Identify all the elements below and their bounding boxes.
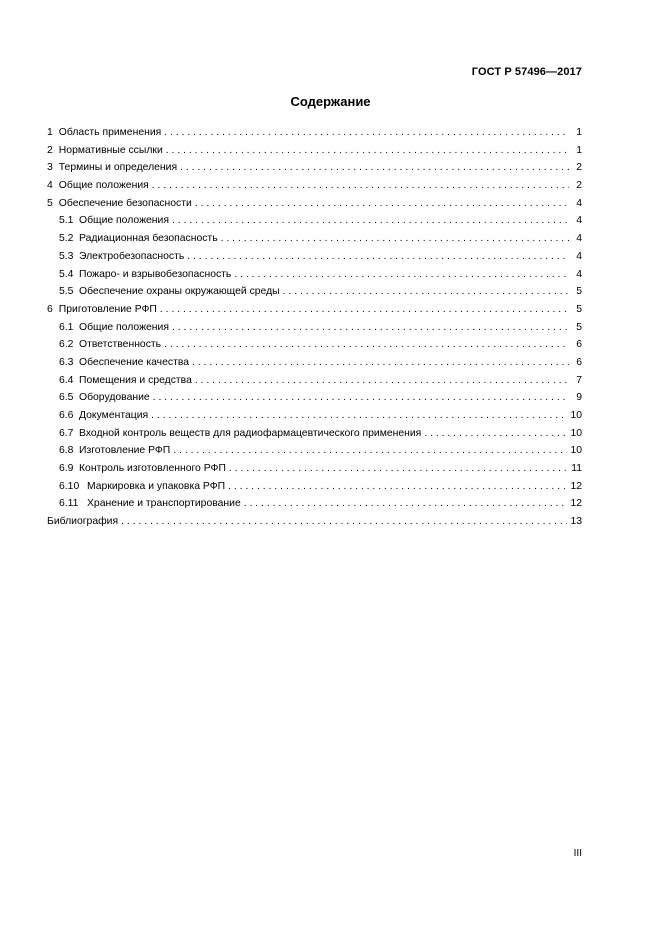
toc-subitem[interactable] — [47, 425, 582, 443]
toc-item-leader — [283, 283, 569, 301]
toc-item-page: 4 — [576, 233, 582, 245]
toc-item[interactable] — [47, 195, 582, 213]
toc-subitem[interactable] — [47, 407, 582, 425]
toc-item-title: Радиационная безопасность — [79, 233, 218, 245]
document-code: ГОСТ Р 57496—2017 — [471, 66, 582, 78]
toc-item-number: 6.8 — [59, 445, 74, 457]
toc-item-title: Маркировка и упаковка РФП — [87, 480, 226, 492]
toc-item-page: 1 — [576, 144, 582, 156]
toc-item-title: Пожаро- и взрывобезопасность — [79, 268, 232, 280]
toc-item[interactable] — [47, 301, 582, 319]
toc-item-number: 5.1 — [59, 215, 74, 227]
toc-item-leader — [234, 266, 569, 284]
toc-item-number: 1 — [47, 127, 53, 138]
toc-item-title: Термины и определения — [58, 162, 178, 174]
toc-item-page: 4 — [576, 268, 582, 280]
toc-subitem[interactable] — [47, 230, 582, 248]
toc-item-number: 5 — [47, 197, 53, 209]
toc-item-number: 4 — [47, 180, 53, 192]
toc-item-page: 12 — [570, 498, 582, 510]
toc-item-title: Контроль изготовленного РФП — [79, 463, 226, 475]
toc-item-leader — [152, 177, 569, 195]
toc-item-page: 5 — [576, 321, 582, 333]
toc-item-page: 9 — [576, 392, 582, 404]
toc-item-leader — [187, 248, 569, 266]
toc-item-title: Обеспечение безопасности — [58, 197, 192, 209]
toc-item-title: Изготовление РФП — [79, 445, 171, 457]
toc-item-number: 6.4 — [59, 374, 74, 386]
toc-item-number: 6.9 — [59, 463, 74, 475]
page-number: III — [573, 848, 582, 859]
toc-item-number: 6.3 — [59, 356, 74, 368]
toc-item-title: Общие положения — [79, 215, 169, 227]
toc-item-number: 2 — [47, 144, 53, 156]
toc-item-number: 6.10 — [59, 480, 80, 492]
toc-subitem[interactable] — [47, 495, 582, 513]
toc-item-page: 2 — [576, 162, 582, 174]
toc-item-leader — [195, 195, 569, 213]
toc-item-title: Ответственность — [79, 339, 162, 351]
toc-item-leader — [228, 478, 567, 496]
toc-item-leader — [424, 425, 567, 443]
toc-subitem[interactable] — [47, 336, 582, 354]
toc-item-number: 6.6 — [59, 410, 74, 421]
toc-item-page: 5 — [576, 303, 582, 315]
toc-item-leader — [164, 124, 569, 142]
toc-item-number: 5.2 — [59, 233, 74, 245]
toc-item-number: 6.7 — [59, 427, 74, 439]
toc-item-title: Библиография — [47, 516, 119, 528]
toc-item-page: 10 — [570, 427, 582, 439]
toc-item-leader — [164, 336, 569, 354]
toc-item-leader — [121, 513, 567, 531]
toc-subitem[interactable] — [47, 442, 582, 460]
toc-item-leader — [195, 372, 569, 390]
toc-subitem[interactable] — [47, 266, 582, 284]
toc-item-page: 5 — [576, 286, 582, 298]
toc-item-page: 4 — [576, 197, 582, 209]
toc-item-number: 3 — [47, 162, 53, 174]
toc-subitem[interactable] — [47, 283, 582, 301]
toc-item-title: Оборудование — [79, 392, 150, 404]
toc-item-title: Область применения — [58, 127, 162, 138]
toc-item-page: 10 — [570, 410, 582, 421]
toc-item-number: 6.1 — [59, 321, 74, 333]
toc-item-leader — [160, 301, 569, 319]
toc-item-title: Приготовление РФП — [58, 303, 157, 315]
toc-item-page: 13 — [570, 516, 582, 528]
toc-item-page: 2 — [576, 180, 582, 192]
toc-item-number: 5.5 — [59, 286, 74, 298]
toc-item-page: 11 — [571, 463, 582, 475]
toc-item[interactable] — [47, 124, 582, 142]
toc-item-page: 6 — [576, 356, 582, 368]
toc-item-title: Обеспечение качества — [79, 356, 190, 368]
toc-item-title: Обеспечение охраны окружающей среды — [79, 286, 280, 298]
toc-item-page: 12 — [570, 480, 582, 492]
toc-item-leader — [172, 212, 569, 230]
toc-item-page: 4 — [576, 250, 582, 262]
toc-item-title: Нормативные ссылки — [58, 144, 163, 156]
toc-subitem[interactable] — [47, 372, 582, 390]
toc-item[interactable] — [47, 159, 582, 177]
toc-subitem[interactable] — [47, 212, 582, 230]
toc-item-leader — [151, 407, 567, 425]
table-of-contents — [47, 124, 582, 531]
toc-item-page: 4 — [576, 215, 582, 227]
toc-item-leader — [192, 354, 569, 372]
toc-item-page: 7 — [576, 374, 582, 386]
toc-subitem[interactable] — [47, 389, 582, 407]
toc-item-title: Хранение и транспортирование — [87, 498, 241, 510]
toc-item-title: Общие положения — [58, 180, 149, 192]
toc-item-page: 10 — [570, 445, 582, 457]
toc-item[interactable] — [47, 177, 582, 195]
toc-item-leader — [229, 460, 568, 478]
toc-subitem[interactable] — [47, 248, 582, 266]
toc-subitem[interactable] — [47, 478, 582, 496]
toc-subitem[interactable] — [47, 460, 582, 478]
toc-item-number: 6.11 — [59, 498, 79, 510]
toc-item-leader — [172, 319, 569, 337]
toc-item-number: 6.5 — [59, 392, 74, 404]
toc-heading: Содержание — [290, 94, 371, 109]
toc-subitem[interactable] — [47, 319, 582, 337]
toc-item-page: 6 — [576, 339, 582, 351]
toc-item-title: Входной контроль веществ для радиофармацевтического применения — [79, 427, 422, 439]
toc-item-title: Общие положения — [79, 321, 169, 333]
toc-item-leader — [173, 442, 567, 460]
toc-item-leader — [166, 142, 569, 160]
toc-item-leader — [180, 159, 569, 177]
toc-item-title: Помещения и средства — [79, 374, 192, 386]
toc-item-number: 6 — [47, 303, 53, 315]
toc-item-title: Электробезопасность — [79, 250, 185, 262]
toc-item-page: 1 — [576, 127, 582, 138]
toc-item-number: 5.4 — [59, 268, 74, 280]
toc-item-number: 6.2 — [59, 339, 74, 351]
toc-bibliography[interactable] — [47, 513, 582, 531]
toc-subitem[interactable] — [47, 354, 582, 372]
toc-item[interactable] — [47, 142, 582, 160]
toc-item-number: 5.3 — [59, 250, 74, 262]
toc-item-leader — [244, 495, 568, 513]
toc-item-leader — [153, 389, 569, 407]
toc-item-leader — [221, 230, 569, 248]
toc-item-title: Документация — [79, 410, 149, 421]
